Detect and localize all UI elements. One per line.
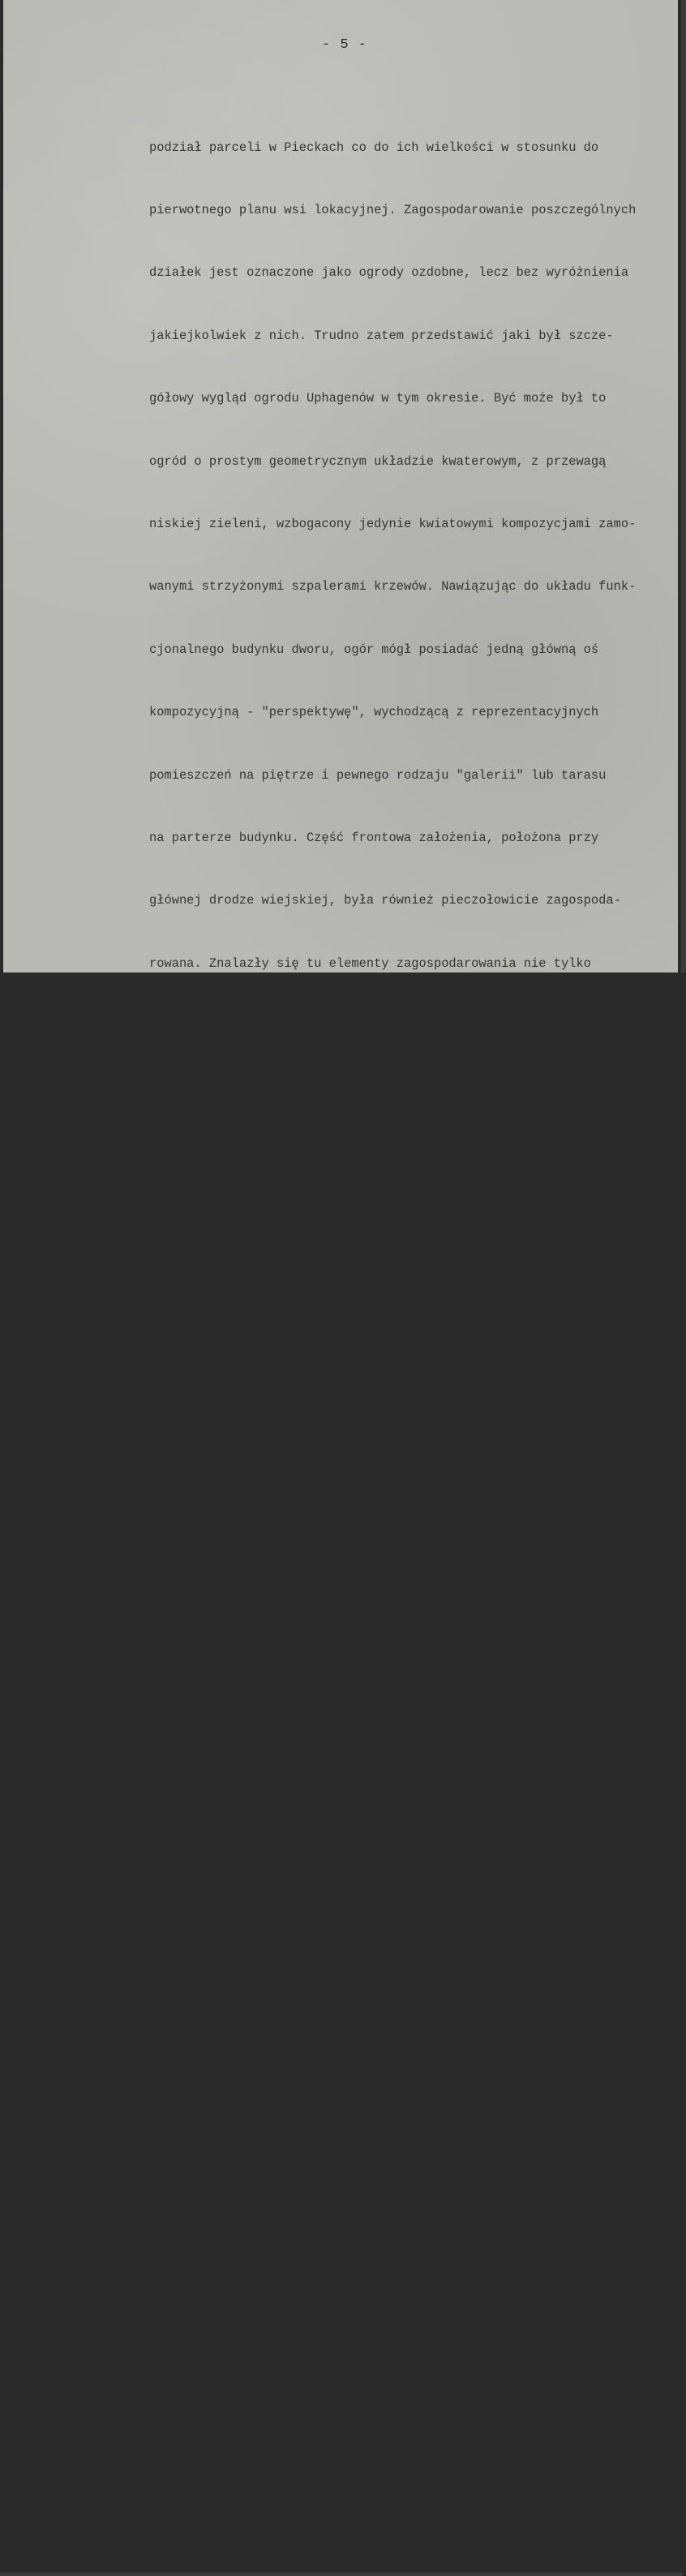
scan-edge-right [681, 0, 686, 972]
text-line: niskiej zieleni, wzbogacony jedynie kwiatowymi kompozycjami zamo- [149, 516, 637, 531]
body-text [149, 96, 684, 2576]
text-line: we wsi Migowo, który choć jedynie nieco większy powierzchniowo [149, 2023, 614, 2038]
text-line: jakiejkolwiek z nich. Trudno zatem przedstawić jaki był szcze- [149, 328, 614, 343]
text-line: cych skromne ogrody użytkowe. Kolejne mapy ukazują nadal w jed- [149, 1771, 621, 1787]
scan-edge-bottom [0, 2573, 683, 2576]
text-line: wielkich ogrodów bez specjalnej kompozycji ogrodowej. [149, 1897, 547, 1913]
text-line: substancji budowlanej dworu. Przez dłuższy czas nie było jedno- [149, 2453, 621, 2468]
text-line: czysto funkcjonalne - paradny podjazd do dworu, lecz i ozdobno- [149, 1019, 621, 1034]
text-line: nie wyróżniał się swoim wyglądem od sąsiednich działek posiadają- [149, 1709, 637, 1724]
page-number: - 5 - [321, 37, 367, 53]
text-line: działek jest oznaczone jako ogrody ozdobne, lecz bez wyróżnienia [149, 265, 629, 281]
text-line: wojsk napoleońskich Lefebre, wydaje się iż mógł on wybrać za [149, 1333, 599, 1348]
text-line: od działki przy ul. Piecewskiej 7, posiadał rozbudowaną kompo- [149, 2085, 614, 2101]
paragraph-gap [149, 2272, 684, 2283]
text-line: wanymi strzyżonymi szpalerami krzewów. Nawiązując do układu funk- [149, 579, 637, 595]
text-line: ficznie na mapie. [149, 2211, 277, 2226]
text-line: Ponieważ w międzyczasie we wsi Piecki kwaterował generał [149, 1269, 591, 1285]
text-line: tacja i prawie całkowite zniszczenie nie tylko ogrodu ale i [149, 2389, 591, 2405]
text-line: Część płd. kraniec parceli mógł być przeznaczony na sady. [149, 1207, 577, 1222]
text-line: rowana. Znalazły się tu elementy zagospodarowania nie tylko [149, 955, 591, 971]
text-line: gółowy wygląd ogrodu Uphagenów w tym okresie. Być może był to [149, 391, 607, 406]
text-line: podział parceli w Pieckach co do ich wielkości w stosunku do [149, 140, 599, 155]
text-line: pomieszczeń na piętrze i pewnego rodzaju "galerii" lub tarasu [149, 767, 607, 783]
text-line: cjonalnego budynku dworu, ogór mógł posiadać jedną główną oś [149, 642, 599, 657]
text-line: byli już właścicielami/, z uwagi na jej piękno i okazałość [149, 1458, 584, 1473]
text-line: - ogrodowe - jak altanka ogrodowa - zieleń wysoka i ozdobny [149, 1081, 591, 1097]
text-line: 6. Cyły okres powojenny do następująca w szybkim tempie dewas- [149, 2327, 614, 2342]
text-line: na parterze budynku. Część frontowa założenia, położona przy [149, 830, 599, 845]
text-line: miejsce pobytu niedawną siedzibę Uphagenów /którzy wówczas nie [149, 1395, 614, 1410]
text-line: nolity sposób zagospodarowanie poszczególnych posesji jako nie- [149, 1835, 621, 1850]
text-line: zycję zieleni wysokiej i jest to również wyraźnie oznaczone gra- [149, 2149, 629, 2164]
text-line: głównej drodze wiejskiej, była również pieczołowicie zagospoda- [149, 893, 621, 908]
text-line: 5. Po sprzedaży posiadłości przez Uphagenów, zespół zmieniał [149, 1583, 599, 1599]
text-line: często właścicieli i odtąd aż do czasów dzisiejszych zapewne [149, 1646, 599, 1661]
text-line: stawek ogrodowy. [149, 1144, 269, 1159]
text-line: kompozycyjną - "perspektywę", wychodzącą z reprezentacyjnych [149, 705, 599, 720]
text-line: ogród o prostym geometrycznym układzie kwaterowym, z przewagą [149, 453, 607, 469]
text-line: pierwotnego planu wsi lokacyjnej. Zagospodarowanie poszczególnych [149, 202, 637, 217]
document-page [3, 0, 678, 2531]
text-line: w porównaniu z resztą zabudowy wsi. [149, 1521, 412, 1536]
text-line: Szczególnie dobrze jest to widoczne poprzez porównanie z parkiem [149, 1960, 629, 1975]
text-line: litej koncepcji wykorzystania budynku dworu. Po zniszczeniu [149, 2515, 591, 2531]
